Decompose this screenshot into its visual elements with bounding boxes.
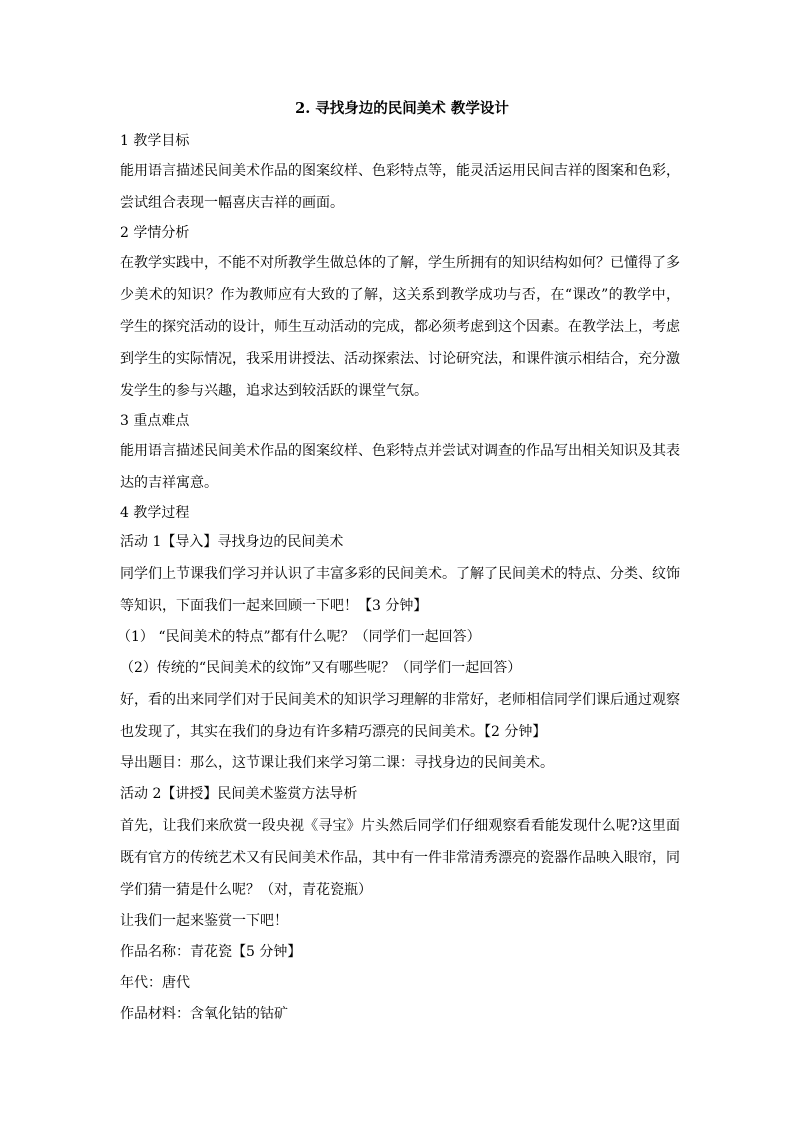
section-text-objectives: 能用语言描述民间美术作品的图案纹样、色彩特点等，能灵活运用民间吉祥的图案和色彩，尝试组合表现一幅喜庆吉祥的画面。 — [120, 163, 680, 211]
appreciate-line: 让我们一起来鉴赏一下吧！ — [120, 913, 288, 929]
activity1-body: 好，看的出来同学们对于民间美术的知识学习理解的非常好，老师相信同学们课后通过观察也发现了，其实在我们的身边有许多精巧漂亮的民间美术。【2 分钟】 — [120, 692, 680, 740]
activity1-intro: 同学们上节课我们学习并认识了丰富多彩的民间美术。了解了民间美术的特点、分类、纹饰等知识，下面我们一起来回顾一下吧！【3 分钟】 — [120, 566, 680, 614]
activity2-body: 首先，让我们来欣赏一段央视《寻宝》片头然后同学们仔细观察看看能发现什么呢?这里面既有官方的传统艺术又有民间美术作品，其中有一件非常清秀漂亮的瓷器作品映入眼帘，同学们猜一猜是什么呢？（对，青花瓷瓶） — [120, 818, 680, 898]
work-era: 年代：唐代 — [120, 975, 190, 991]
section-text-student-analysis: 在教学实践中，不能不对所教学生做总体的了解，学生所拥有的知识结构如何？已懂得了多少美术的知识？作为教师应有大致的了解，这关系到教学成功与否，在“课改”的教学中，学生的探究活动的设计，师生互动活动的完成，都必须考虑到这个因素。在教学法上，考虑到学生的实际情况，我采用讲授法、活动探索法、讨论研究法，和课件演示相结合，充分激发学生的参与兴趣，追求达到较活跃的课堂气氛。 — [120, 255, 680, 399]
activity1-heading: 活动 1【导入】寻找身边的民间美术 — [120, 534, 344, 550]
question-1: （1） “民间美术的特点”都有什么呢？（同学们一起回答） — [117, 629, 481, 645]
section-heading-objectives: 1 教学目标 — [120, 133, 190, 149]
work-name: 作品名称：青花瓷【5 分钟】 — [120, 944, 302, 960]
section-heading-process: 4 教学过程 — [120, 505, 190, 521]
question-2: （2）传统的“民间美术的纹饰”又有哪些呢？（同学们一起回答） — [120, 660, 522, 676]
document-page — [117, 98, 680, 1030]
document-title: 2. 寻找身边的民间美术 教学设计 — [295, 100, 509, 117]
work-material: 作品材料：含氧化钴的钴矿 — [120, 1006, 288, 1022]
section-heading-student-analysis: 2 学情分析 — [120, 225, 190, 241]
activity1-lead: 导出题目：那么，这节课让我们来学习第二课：寻找身边的民间美术。 — [120, 755, 554, 771]
section-text-key-points: 能用语言描述民间美术作品的图案纹样、色彩特点并尝试对调查的作品写出相关知识及其表达的吉祥寓意。 — [120, 443, 680, 491]
activity2-heading: 活动 2【讲授】民间美术鉴赏方法导析 — [120, 786, 358, 802]
section-heading-key-points: 3 重点难点 — [120, 413, 190, 429]
